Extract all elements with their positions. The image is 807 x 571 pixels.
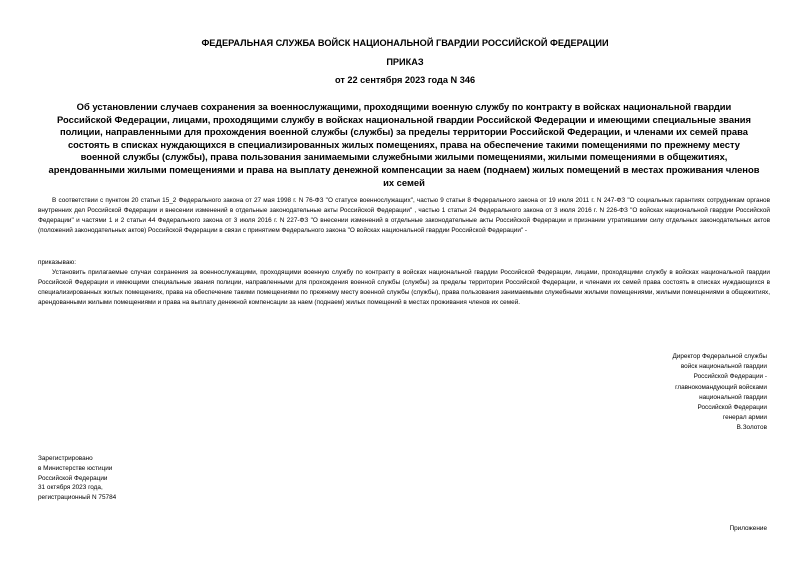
signature-line: войск национальной гвардии	[680, 363, 767, 371]
registration-date: 31 октября 2023 года,	[38, 484, 103, 492]
signature-line: Российской Федерации -	[693, 373, 767, 381]
document-type: ПРИКАЗ	[386, 57, 424, 67]
registration-number: регистрационный N 75784	[38, 494, 117, 502]
appendix-label: Приложение	[729, 525, 767, 532]
preamble-paragraph: В соответствии с пунктом 20 статьи 15_2 Федерального закона от 27 мая 1998 г. N 76-ФЗ "О статусе военнослужащих", частью 9 статьи 8 Федерального закона от 19 июля 2011 г. N 247-ФЗ "О социальных гарантиях сотрудникам органов внутренних дел Российской Федерации и внесении изменений в отдельные законодательные акты Российской Федерации" , частью 1 статьи 24 Федерального закона от 3 июля 2016 г. N 226-ФЗ "О войсках национальной гвардии Российской Федерации" и частями 1 и 2 статьи 44 Федерального закона от 3 июля 2016 г. N 227-ФЗ "О внесении изменений в отдельные законодательные акты Российской Федерации и признании утратившими силу отдельных законодательных актов (положений законодательных актов) Российской Федерации в связи с принятием Федерального закона "О войсках национальной гвардии Российской Федерации" -	[38, 197, 770, 234]
order-paragraph: Установить прилагаемые случаи сохранения за военнослужащими, проходящими военную службу по контракту в войсках национальной гвардии Российской Федерации, лицами, проходящими службу в войсках национальной гвардии Российской Федерации и имеющими специальные звания полиции, направленными для прохождения военной службы (службы) за пределы территории Российской Федерации, и членами их семей права состоять в списках нуждающихся в специализированных жилых помещениях, права на обеспечение такими помещениями по прежнему месту военной службы (службы), права пользования занимаемыми служебными жилыми помещениями, жилыми помещениями в общежитиях, арендованными жилыми помещениями и права на выплату денежной компенсации за наем (поднаем) жилых помещений в местах проживания членов их семей.	[38, 269, 770, 306]
registration-line: Российской Федерации	[38, 474, 108, 482]
registration-block	[38, 454, 238, 503]
signature-block	[587, 352, 767, 434]
registration-line: в Министерстве юстиции	[38, 464, 113, 472]
signature-line: национальной гвардии	[699, 393, 767, 401]
document-date: от 22 сентября 2023 года N 346	[334, 75, 476, 85]
signature-name: В.Золотов	[736, 424, 767, 432]
signature-line: Российской Федерации	[697, 404, 767, 412]
signature-line: генерал армии	[722, 414, 767, 422]
signature-line: Директор Федеральной службы	[672, 353, 767, 360]
orders-label: приказываю:	[38, 259, 76, 266]
document-subject: Об установлении случаев сохранения за военнослужащими, проходящими военную службу по контракту в войсках национальной гвардии Российской Федерации, лицами, проходящими службу в войсках национальной гвардии Российской Федерации и имеющими специальные звания полиции, направленными для прохождения военной службы (службы) за пределы территории Российской Федерации, и членами их семей права состоять в списках нуждающихся в специализированных жилых помещениях, права на обеспечение такими помещениями по прежнему месту военной службы (службы), права пользования занимаемыми служебными жилыми помещениями, жилыми помещениями в общежитиях, арендованными жилыми помещениями и права на выплату денежной компенсации за наем (поднаем) жилых помещений в местах проживания членов их семей	[48, 101, 760, 188]
signature-line: главнокомандующий войсками	[675, 383, 767, 391]
agency-title: ФЕДЕРАЛЬНАЯ СЛУЖБА ВОЙСК НАЦИОНАЛЬНОЙ ГВАРДИИ РОССИЙСКОЙ ФЕДЕРАЦИИ	[201, 38, 609, 48]
registration-line: Зарегистрировано	[38, 455, 93, 462]
